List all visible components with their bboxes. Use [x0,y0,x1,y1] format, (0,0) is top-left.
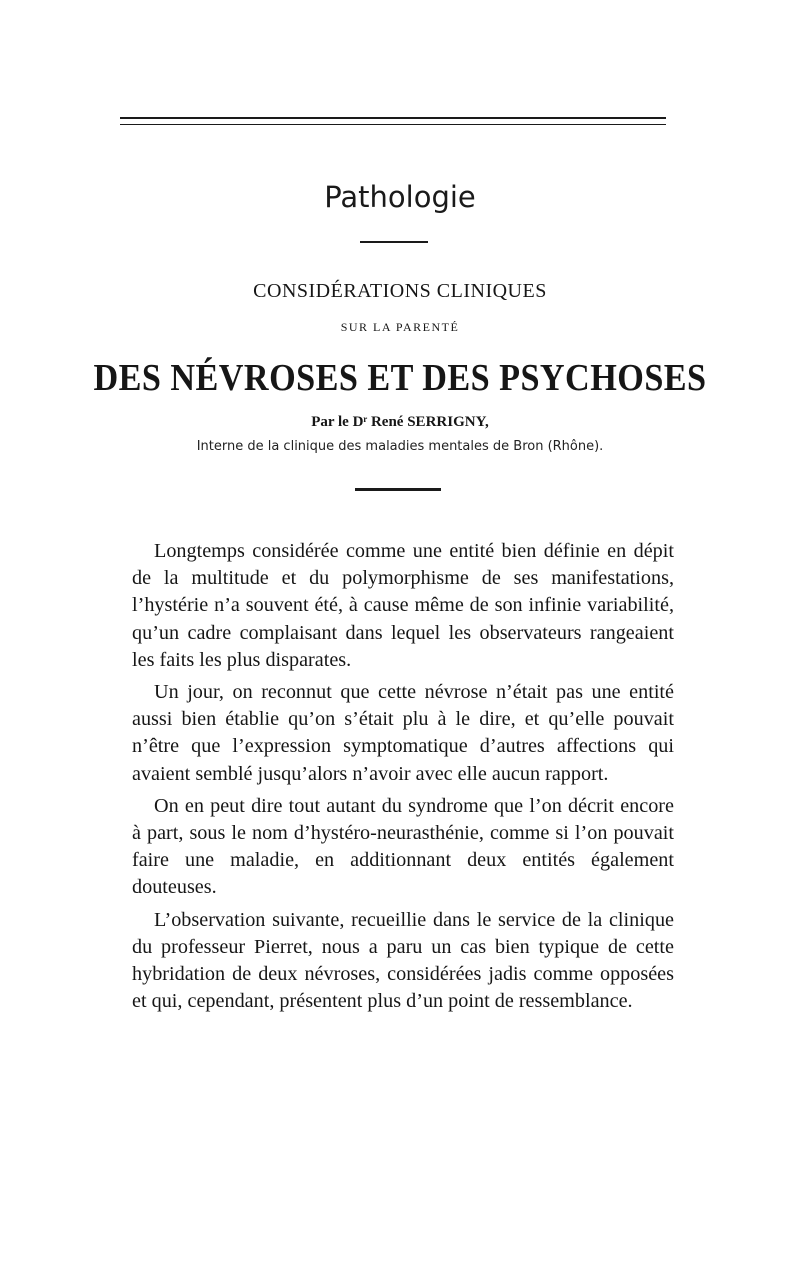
section-divider [360,241,428,243]
article-body [132,538,674,1020]
paragraph: On en peut dire tout autant du syndrome que l’on décrit encore à part, sous le nom d’hystéro-neurasthénie, comme si l’on pouvait faire une maladie, en additionnant deux entités également douteuses. [132,794,674,899]
top-rule-thin [120,124,666,125]
top-rule-thick [120,117,666,119]
author-line: Par le Dʳ René SERRIGNY, [311,414,489,430]
author-affiliation: Interne de la clinique des maladies mentales de Bron (Rhône). [196,439,604,454]
article-title: DES NÉVROSES ET DES PSYCHOSES [93,357,707,399]
paragraph: L’observation suivante, recueillie dans le service de la clinique du professeur Pierret, nous a paru un cas bien typique de cette hybridation de deux névroses, considérées jadis comme opposées et qui, cependant, présentent plus d’un point de ressemblance. [132,908,674,1013]
title-kicker-1: CONSIDÉRATIONS CLINIQUES [253,280,547,302]
title-kicker-2: SUR LA PARENTÉ [340,320,460,334]
section-heading: Pathologie [324,180,476,214]
title-divider [355,488,441,491]
paragraph: Longtemps considérée comme une entité bien définie en dépit de la multitude et du polymorphisme de ses manifestations, l’hystérie n’a souvent été, à cause même de son infinie variabilité, qu’un cadre complaisant dans lequel les observateurs rangeaient les faits les plus disparates. [132,540,674,671]
paragraph: Un jour, on reconnut que cette névrose n’était pas une entité aussi bien établie qu’on s’était plu à le dire, et qu’elle pouvait n’être que l’expression symptomatique d’autres affections qui avaient semblé jusqu’alors n’avoir avec elle aucun rapport. [132,681,674,785]
